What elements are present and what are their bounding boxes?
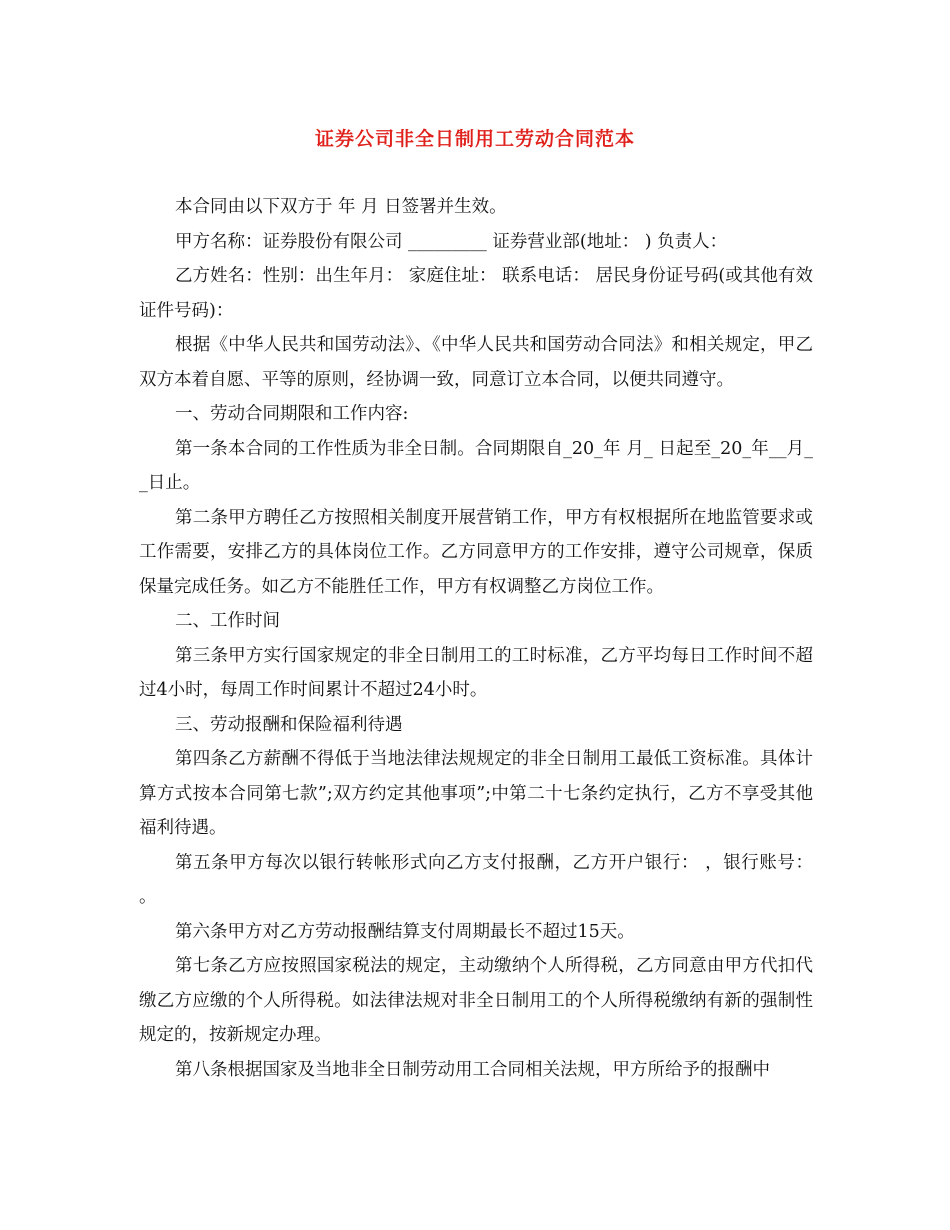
document-body xyxy=(139,190,813,1087)
article-6: 第六条甲方对乙方劳动报酬结算支付周期最长不超过15天。 xyxy=(175,921,635,942)
article-4: 第四条乙方薪酬不得低于当地法律法规规定的非全日制用工最低工资标准。具体计算方式按本合同第七款”;双方约定其他事项”;中第二十七条约定执行，乙方不享受其他福利待遇。 xyxy=(139,749,813,838)
section-heading-hours: 二、工作时间 xyxy=(175,611,280,631)
article-7: 第七条乙方应按照国家税法的规定，主动缴纳个人所得税，乙方同意由甲方代扣代缴乙方应缴的个人所得税。如法律法规对非全日制用工的个人所得税缴纳有新的强制性规定的，按新规定办理。 xyxy=(139,956,813,1045)
section-heading-term: 一、劳动合同期限和工作内容: xyxy=(175,404,409,424)
paragraph-party-a: 甲方名称：证券股份有限公司 _________ 证券营业部(地址： ) 负责人： xyxy=(175,231,728,252)
article-3: 第三条甲方实行国家规定的非全日制用工的工时标准，乙方平均每日工作时间不超过4小时，每周工作时间累计不超过24小时。 xyxy=(139,645,813,700)
article-2: 第二条甲方聘任乙方按照相关制度开展营销工作，甲方有权根据所在地监管要求或工作需要，安排乙方的具体岗位工作。乙方同意甲方的工作安排，遵守公司规章，保质保量完成任务。如乙方不能胜任工作，甲方有权调整乙方岗位工作。 xyxy=(139,507,813,597)
article-1: 第一条本合同的工作性质为非全日制。合同期限自_20_年 月_ 日起至_20_年__月__日止。 xyxy=(139,438,813,493)
article-8: 第八条根据国家及当地非全日制劳动用工合同相关法规，甲方所给予的报酬中 xyxy=(175,1059,770,1080)
paragraph-party-b: 乙方姓名：性别：出生年月： 家庭住址： 联系电话： 居民身份证号码(或其他有效证件号码)： xyxy=(139,266,813,321)
document-title: 证券公司非全日制用工劳动合同范本 xyxy=(314,128,635,150)
section-heading-pay: 三、劳动报酬和保险福利待遇 xyxy=(175,714,403,735)
article-5: 第五条甲方每次以银行转帐形式向乙方支付报酬，乙方开户银行： ，银行账号： 。 xyxy=(139,852,813,907)
paragraph-signing: 本合同由以下双方于 年 月 日签署并生效。 xyxy=(175,197,507,217)
paragraph-legal-basis: 根据《中华人民共和国劳动法》、《中华人民共和国劳动合同法》和相关规定，甲乙双方本着自愿、平等的原则，经协调一致，同意订立本合同，以便共同遵守。 xyxy=(139,335,813,390)
